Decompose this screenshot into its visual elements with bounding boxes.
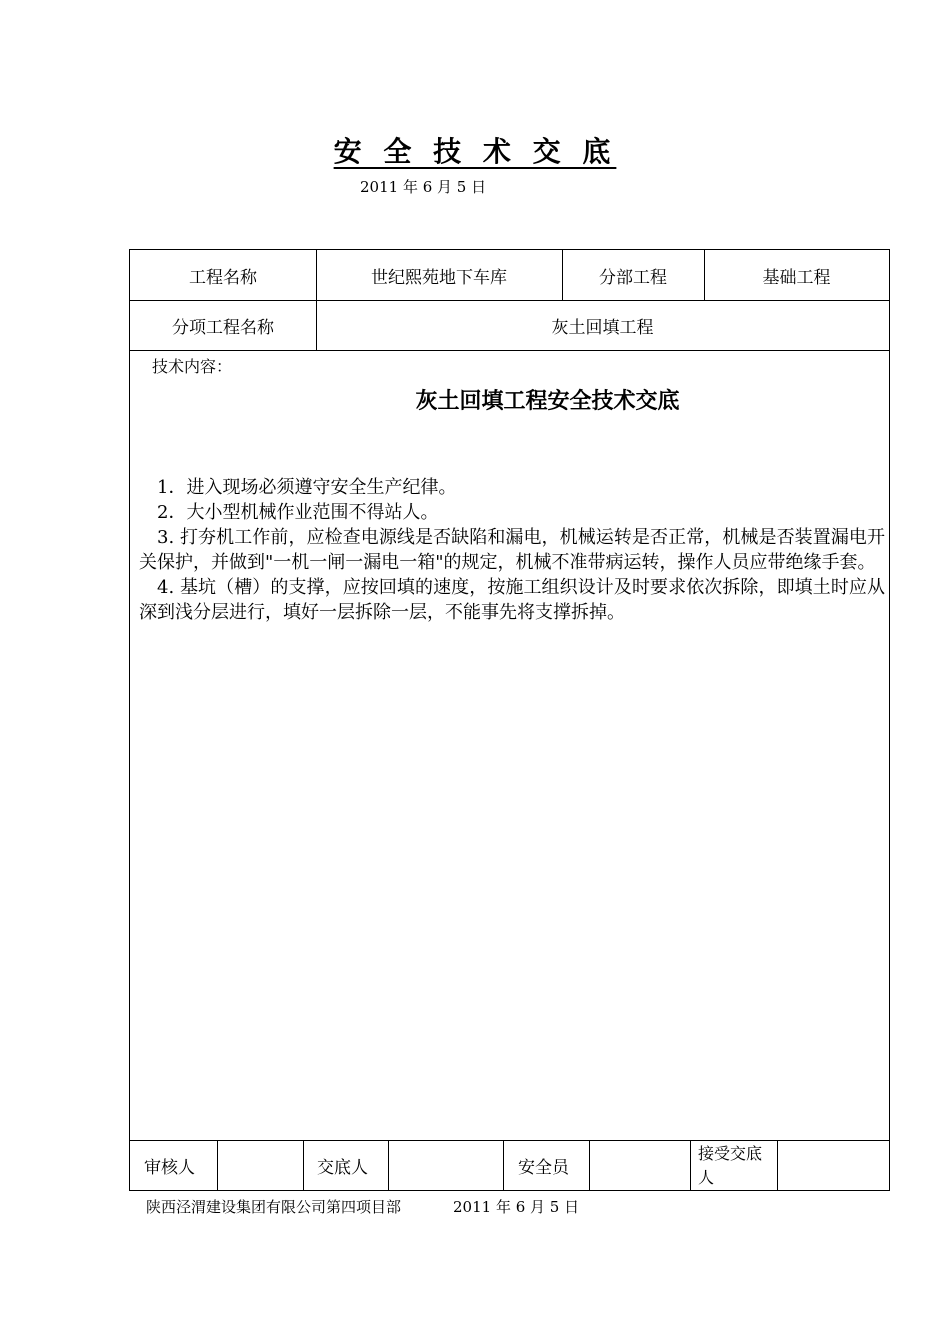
document-date: 2011 年 6 月 5 日 <box>360 178 487 196</box>
item-name-label: 分项工程名称 <box>172 317 274 338</box>
discloser-label: 交底人 <box>317 1158 368 1178</box>
footer-date: 2011 年 6 月 5 日 <box>453 1198 580 1216</box>
receiver-field[interactable] <box>777 1140 889 1191</box>
receiver-label: 接受交底人 <box>698 1144 763 1187</box>
sub-project-label: 分部工程 <box>599 267 667 288</box>
column-divider <box>303 1140 304 1191</box>
content-label: 技术内容： <box>152 357 233 376</box>
company-name: 陕西泾渭建设集团有限公司第四项目部 <box>146 1198 402 1216</box>
column-divider <box>690 1140 691 1191</box>
discloser-field[interactable] <box>388 1140 503 1191</box>
sub-project-value: 基础工程 <box>762 267 831 288</box>
row-divider <box>130 350 889 351</box>
project-name-label: 工程名称 <box>189 267 257 288</box>
disclosure-table <box>129 249 890 1191</box>
safety-officer-label: 安全员 <box>518 1158 569 1178</box>
content-item: 3. 打夯机工作前，应检查电源线是否缺陷和漏电，机械运转是否正常，机械是否装置漏电开关保护，并做到"一机一闸一漏电一箱"的规定，机械不准带病运转，操作人员应带绝缘手套。 <box>139 527 885 573</box>
item-name-value: 灰土回填工程 <box>551 317 654 338</box>
content-title: 灰土回填工程安全技术交底 <box>415 389 680 414</box>
column-divider <box>503 1140 504 1191</box>
content-item: 1．进入现场必须遵守安全生产纪律。 <box>157 477 457 498</box>
reviewer-label: 审核人 <box>144 1158 195 1178</box>
footer <box>146 1196 579 1217</box>
content-item: 4. 基坑（槽）的支撑，应按回填的速度，按施工组织设计及时要求依次拆除，即填土时应从深到浅分层进行，填好一层拆除一层，不能事先将支撑拆掉。 <box>139 577 885 623</box>
content-item: 2．大小型机械作业范围不得站人。 <box>157 502 439 523</box>
document-title: 安 全 技 术 交 底 <box>333 135 617 168</box>
reviewer-field[interactable] <box>217 1140 303 1191</box>
safety-officer-field[interactable] <box>589 1140 690 1191</box>
project-name-value: 世纪熙苑地下车库 <box>371 267 507 288</box>
content-body <box>139 475 885 625</box>
